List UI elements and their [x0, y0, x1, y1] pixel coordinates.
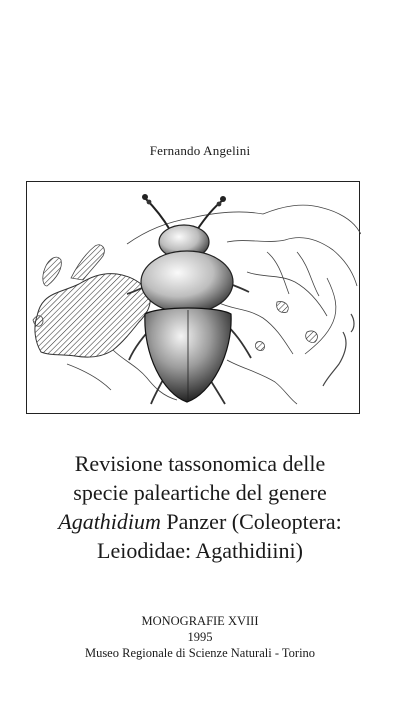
genus-name: Agathidium: [58, 509, 161, 534]
publisher: Museo Regionale di Scienze Naturali - Torino: [84, 646, 316, 660]
title-line-4: Leiodidae: Agathidiini): [97, 538, 303, 563]
europe-distribution-area: [35, 274, 150, 358]
book-title: [0, 449, 400, 565]
cover-illustration: [26, 181, 360, 414]
title-line-1: Revisione tassonomica delle: [74, 451, 326, 476]
publication-info: [0, 613, 400, 661]
series-name: MONOGRAFIE XVIII: [141, 614, 259, 628]
title-line-3-rest: Panzer (Coleoptera:: [160, 509, 342, 534]
author-name: Fernando Angelini: [149, 143, 251, 158]
title-line-2: specie paleartiche del genere: [73, 480, 327, 505]
beetle-map-illustration: [27, 182, 361, 415]
title-line-3: [0, 507, 400, 536]
publication-year: 1995: [187, 630, 213, 644]
